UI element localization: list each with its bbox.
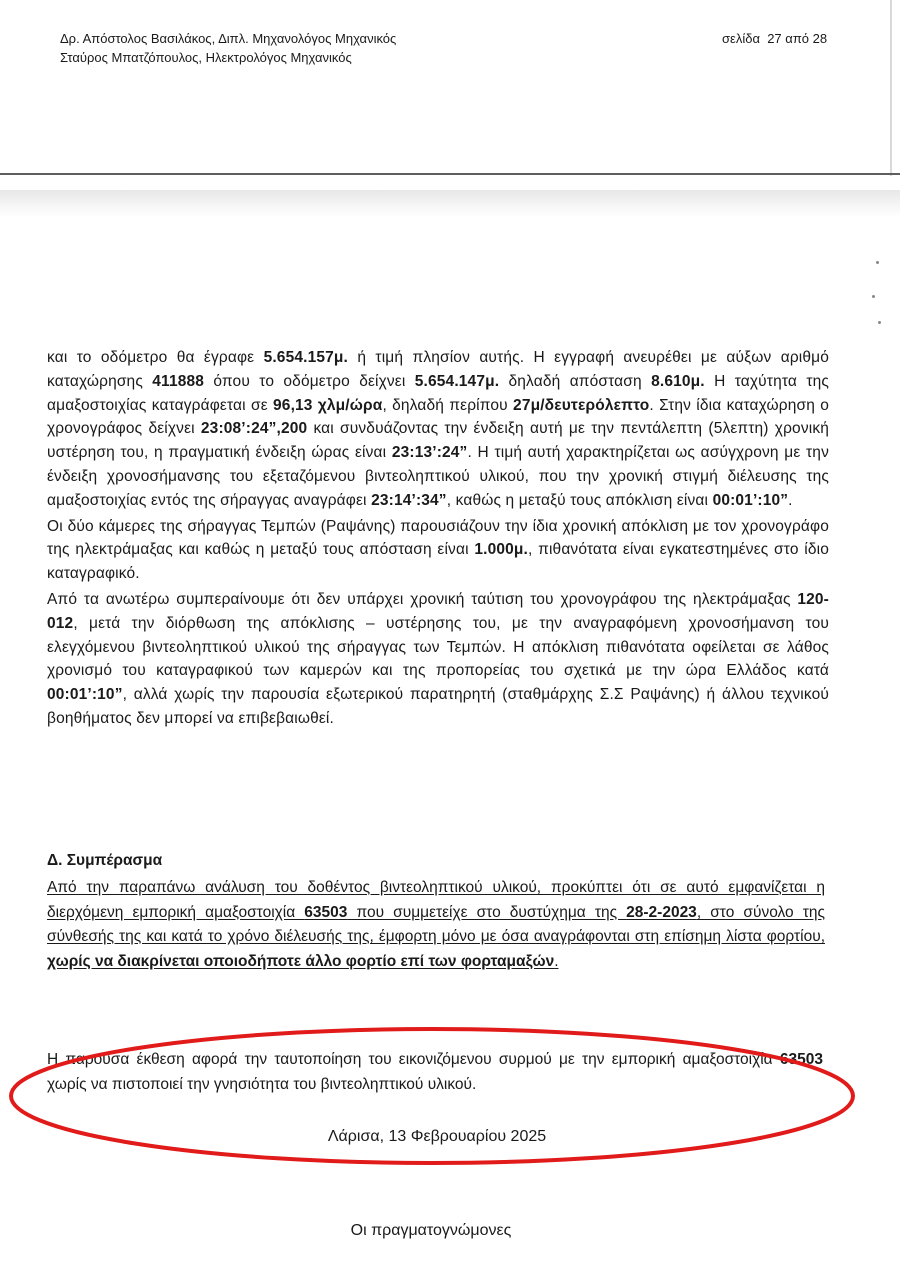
page-total: 28: [812, 31, 828, 46]
speed-kmh: 96,13 χλμ/ώρα: [273, 396, 383, 414]
clock-offset: 00:01’:10”: [47, 686, 123, 704]
author-line-2: Σταύρος Μπατζόπουλος, Ηλεκτρολόγος Μηχανικός: [60, 50, 352, 65]
paragraph-cameras: Οι δύο κάμερες της σήραγγας Τεμπών (Ραψάνης) παρουσιάζουν την ίδια χρονική απόκλιση με τον χρονογράφο της ηλεκτράμαξας και καθώς η μεταξύ τους απόσταση είναι 1.000μ., πιθανότατα είναι εγκατεστημένες στο ίδιο καταγραφικό.: [47, 517, 829, 583]
odometer-recorded: 5.654.147μ.: [414, 372, 500, 390]
speed-ms: 27μ/δευτερόλεπτο: [513, 396, 650, 414]
place-and-date: Λάρισα, 13 Φεβρουαρίου 2025: [327, 1128, 547, 1145]
chronograph-reading: 23:08’:24”,200: [200, 420, 308, 438]
paragraph-odometer-analysis: και το οδόμετρο θα έγραφε 5.654.157μ. ή τιμή πλησίον αυτής. Η εγγραφή ανευρέθει με αύξων αριθμό καταχώρησης 411888 όπου το οδόμετρο δείχνει 5.654.147μ. δηλαδή απόσταση 8.610μ. Η ταχύτητα της αμαξοστοιχίας καταγράφεται σε 96,13 χλμ/ώρα, δηλαδή περίπου 27μ/δευτερόλεπτο. Στην ίδια καταχώρηση ο χρονογράφος δείχνει 23:08’:24”,200 και συνδυάζοντας την ένδειξη αυτή με την πεντάλεπτη (5λεπτη) χρονική υστέρηση του, η πραγματική ένδειξη ώρας είναι 23:13’:24”. Η τιμή αυτή χαρακτηρίζεται ως ασύγχρονη με την ένδειξη χρονοσήμανσης του εξεταζόμενου βιντεοληπτικού υλικού, που την χρονική στιγμή διέλευσης της αμαξοστοιχίας εντός της σήραγγας αναγράφει 23:14’:34”, καθώς η μεταξύ τους απόκλιση είναι 00:01’:10”.: [47, 349, 830, 509]
report-body: [47, 346, 829, 731]
header-divider: [0, 173, 900, 175]
page-counter: [722, 29, 827, 48]
record-number: 411888: [152, 372, 205, 390]
previous-page-footer-area: [0, 0, 892, 176]
author-line-1: Δρ. Απόστολος Βασιλάκος, Διπλ. Μηχανολόγος Μηχανικός: [60, 31, 397, 46]
odometer-expected: 5.654.157μ.: [263, 349, 348, 366]
key-finding: χωρίς να διακρίνεται οποιοδήποτε άλλο φορτίο επί των φορταμαξών: [47, 952, 555, 970]
page-separator: από: [785, 31, 810, 46]
page-break-gap: [0, 190, 900, 218]
page-label: σελίδα: [722, 31, 760, 46]
note-train-number: 63503: [779, 1051, 823, 1068]
document-header-authors: [60, 29, 396, 67]
video-timestamp: 23:14’:34”: [371, 491, 447, 509]
locomotive-id: 120-012: [47, 590, 829, 632]
paragraph-sync-findings: Από τα ανωτέρω συμπεραίνουμε ότι δεν υπάρχει χρονική ταύτιση του χρονογράφου της ηλεκτράμαξας 120-012, μετά την διόρθωση της απόκλισης – υστέρησης του, με την αναγραφόμενη χρονοσήμανση του ελεγχόμενου βιντεοληπτικού υλικού της σήραγγας των Τεμπών. Η απόκλιση πιθανότατα οφείλεται σε λάθος χρονισμό του καταγραφικού των καμερών και της προπορείας του σχετικά με την ώρα Ελλάδος κατά 00:01’:10”, αλλά χωρίς την παρουσία εξωτερικού παρατηρητή (σταθμάρχης Σ.Σ Ραψάνης) ή άλλου τεχνικού βοηθήματος δεν μπορεί να επιβεβαιωθεί.: [47, 590, 829, 727]
camera-distance: 1.000μ.: [474, 541, 528, 559]
distance-value: 8.610μ.: [651, 372, 705, 390]
section-title-conclusion: Δ. Συμπέρασμα: [47, 852, 163, 869]
time-deviation: 00:01’:10”: [712, 491, 789, 509]
accident-date: 28-2-2023: [626, 903, 697, 921]
corrected-time: 23:13’:24”: [391, 444, 468, 462]
conclusion-paragraph: Από την παραπάνω ανάλυση του δοθέντος βιντεοληπτικού υλικού, προκύπτει ότι σε αυτό εμφανίζεται η διερχόμενη εμπορική αμαξοστοιχία 63503 που συμμετείχε στο δυστύχημα της 28-2-2023, στο σύνολο της σύνθεσής της και κατά το χρόνο διέλευσής της, έμφορτη μόνο με όσα αναγράφονται στη επίσημη λίστα φορτίου, χωρίς να διακρίνεται οποιοδήποτε άλλο φορτίο επί των φορταμαξών.: [47, 879, 825, 970]
signers-label: Οι πραγματογνώμονες: [350, 1222, 512, 1239]
page-number: 27: [767, 31, 782, 46]
disclaimer-note: Η παρούσα έκθεση αφορά την ταυτοποίηση του εικονιζόμενου συρμού με την εμπορική αμαξοστοιχία 63503 χωρίς να πιστοποιεί την γνησιότητα του βιντεοληπτικού υλικού.: [47, 1051, 823, 1093]
train-number: 63503: [304, 903, 348, 921]
